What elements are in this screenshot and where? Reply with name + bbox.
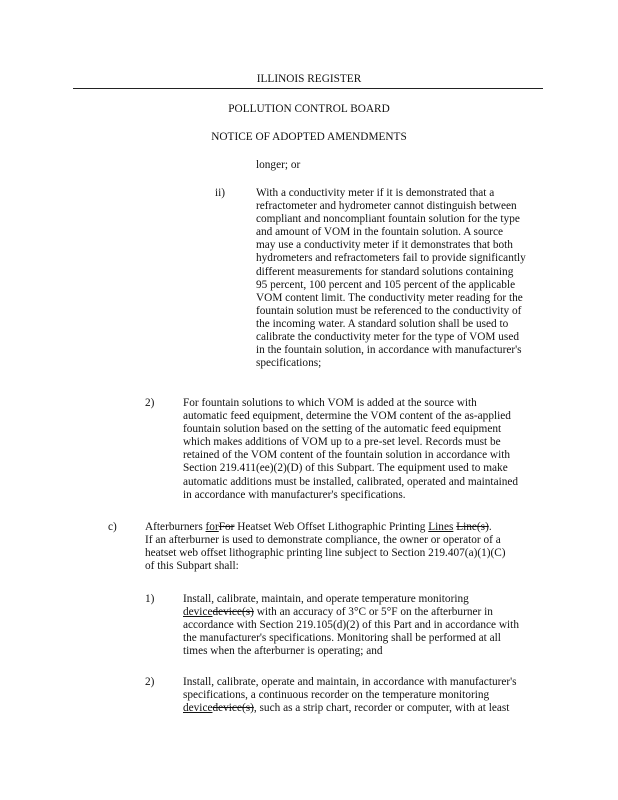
text-line: specifications, a continuous recorder on the temperature monitoring bbox=[183, 689, 490, 702]
inserted-text: Lines bbox=[428, 521, 454, 533]
item-c1-text bbox=[183, 593, 519, 658]
item-2-text bbox=[183, 397, 518, 502]
text-line: the manufacturer's specifications. Monitoring shall be performed at all bbox=[183, 632, 501, 645]
text-line: the incoming water. A standard solution shall be used to bbox=[256, 317, 509, 330]
text-line: heatset web offset lithographic printing line subject to Section 219.407(a)(1)(C) bbox=[145, 547, 506, 560]
text-line: and amount of VOM in the fountain solution. A source bbox=[256, 226, 504, 239]
item-ii-text bbox=[256, 187, 526, 370]
deleted-text: device(s) bbox=[212, 702, 254, 715]
text-line: specifications; bbox=[256, 357, 322, 370]
deleted-text: For bbox=[218, 521, 235, 533]
text-line: may use a conductivity meter if it demonstrates that both bbox=[256, 239, 513, 252]
text-line: in the fountain solution, in accordance with manufacturer's bbox=[256, 344, 522, 357]
text-line: automatic additions must be installed, calibrated, operated and maintained bbox=[183, 475, 519, 488]
text-line: VOM content limit. The conductivity meter reading for the bbox=[256, 291, 523, 304]
text-line: Section 219.411(ee)(2)(D) of this Subpart. The equipment used to make bbox=[183, 462, 508, 475]
header-rule bbox=[73, 88, 543, 89]
text-line: compliant and noncompliant fountain solution for the type bbox=[256, 213, 520, 226]
text-line: If an afterburner is used to demonstrate compliance, the owner or operator of a bbox=[145, 534, 501, 547]
text-line: which makes additions of VOM up to a pre-set level. Records must be bbox=[183, 436, 501, 449]
text-line: different measurements for standard solutions containing bbox=[256, 265, 514, 278]
item-2-marker: 2) bbox=[145, 397, 155, 409]
text-line: hydrometers and refractometers fail to provide significantly bbox=[256, 252, 526, 265]
text-line: accordance with Section 219.105(d)(2) of this Part and in accordance with bbox=[183, 619, 519, 632]
item-c2-marker: 2) bbox=[145, 676, 155, 688]
item-c2-text bbox=[183, 676, 517, 715]
text-line: 95 percent, 100 percent and 105 percent of the applicable bbox=[256, 278, 516, 291]
text-line: calibrate the conductivity meter for the type of VOM used bbox=[256, 331, 519, 344]
text-line: of this Subpart shall: bbox=[145, 560, 239, 573]
text-line: retained of the VOM content of the fountain solution in accordance with bbox=[183, 449, 510, 462]
item-c1-marker: 1) bbox=[145, 593, 155, 605]
text-line: automatic feed equipment, determine the VOM content of the as-applied bbox=[183, 410, 511, 423]
inserted-text: device bbox=[183, 702, 213, 715]
inserted-text: for bbox=[205, 521, 219, 533]
item-c-marker: c) bbox=[108, 521, 117, 533]
text-line: For fountain solutions to which VOM is added at the source with bbox=[183, 397, 477, 409]
register-title: ILLINOIS REGISTER bbox=[256, 73, 362, 85]
item-c-heading: Afterburners forFor Heatset Web Offset Lithographic Printing Lines Line(s). bbox=[145, 521, 492, 533]
text-line: devicedevice(s) with an accuracy of 3°C or 5°F on the afterburner in bbox=[183, 606, 493, 619]
deleted-text: device(s) bbox=[212, 606, 254, 619]
item-c-text bbox=[145, 521, 506, 573]
text-line: times when the afterburner is operating; and bbox=[183, 645, 383, 658]
fragment-top: longer; or bbox=[256, 159, 301, 171]
board-title: POLLUTION CONTROL BOARD bbox=[228, 103, 390, 115]
item-ii-marker: ii) bbox=[215, 187, 226, 199]
text-line: Install, calibrate, operate and maintain, in accordance with manufacturer's bbox=[183, 676, 517, 688]
deleted-text: Line(s) bbox=[456, 521, 489, 533]
text-line: Install, calibrate, maintain, and operate temperature monitoring bbox=[183, 593, 469, 605]
text-line: devicedevice(s), such as a strip chart, recorder or computer, with at least bbox=[183, 702, 510, 715]
text-line: fountain solution must be referenced to the conductivity of bbox=[256, 304, 522, 317]
text-line: in accordance with manufacturer's specifications. bbox=[183, 488, 406, 501]
text-line: refractometer and hydrometer cannot distinguish between bbox=[256, 200, 517, 213]
text-line: fountain solution based on the setting of the automatic feed equipment bbox=[183, 423, 502, 436]
inserted-text: device bbox=[183, 606, 213, 619]
text-line: With a conductivity meter if it is demonstrated that a bbox=[256, 187, 495, 199]
notice-title: NOTICE OF ADOPTED AMENDMENTS bbox=[211, 131, 407, 143]
